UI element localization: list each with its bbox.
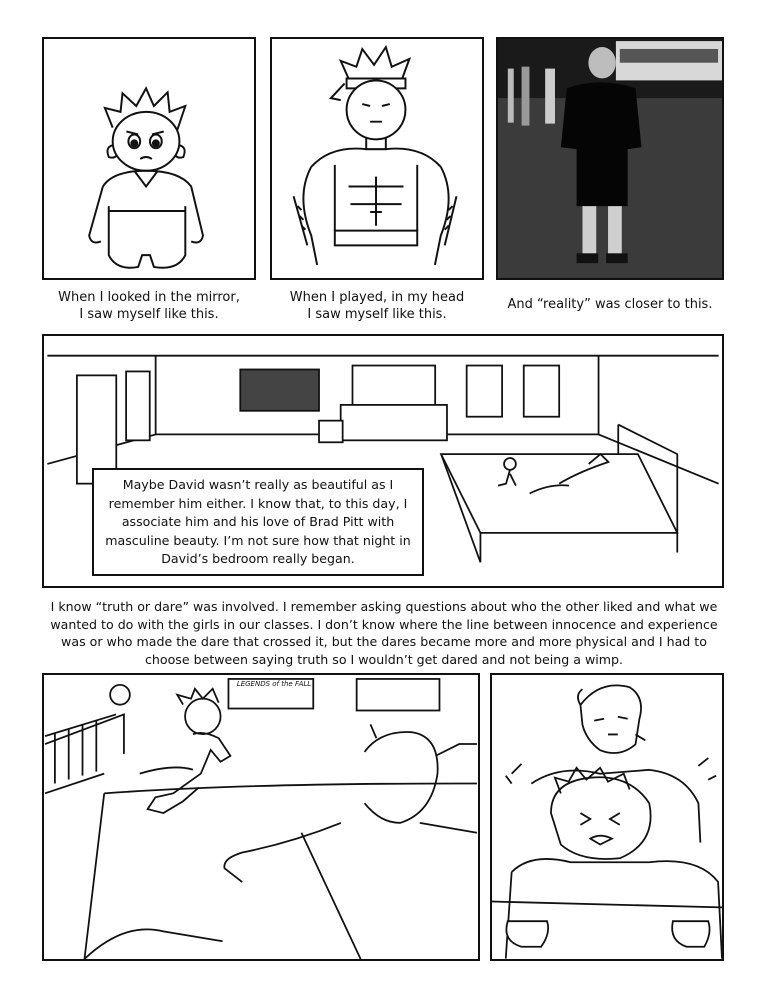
poster-legends-of-the-fall: LEGENDS of the FALL [236,680,312,688]
caption-mirror: When I looked in the mirror, I saw myself like this. [58,290,240,322]
panel-wrestle [490,673,724,961]
bed-scene-drawing [44,675,478,959]
panel-reality-photo [496,37,724,280]
panel-mirror [42,37,256,280]
panel-play [270,37,484,280]
bedroom-text-box: Maybe David wasn’t really as beautiful as I remember him either. I know that, to this day, I associate him and his love of Brad Pitt with masculine beauty. I’m not sure how that night in David’s bedroom really began. [92,468,424,576]
boy-photo [498,39,722,278]
muscular-boy-drawing [272,39,482,278]
caption-reality: And “reality” was closer to this. [507,297,713,312]
panel-bed-scene [42,673,480,961]
caption-play: When I played, in my head I saw myself like this. [289,290,465,322]
chubby-boy-drawing [44,39,254,278]
narration-text: I know “truth or dare” was involved. I remember asking questions about who the other liked and what we wanted to do with the girls in our classes. I don’t know where the line between innocence and experience was or who made the dare that crossed it, but the dares became more and more physical and I had to choose between saying truth so I wouldn’t get dared and not being a wimp. [50,599,718,667]
wrestle-drawing [492,675,722,959]
